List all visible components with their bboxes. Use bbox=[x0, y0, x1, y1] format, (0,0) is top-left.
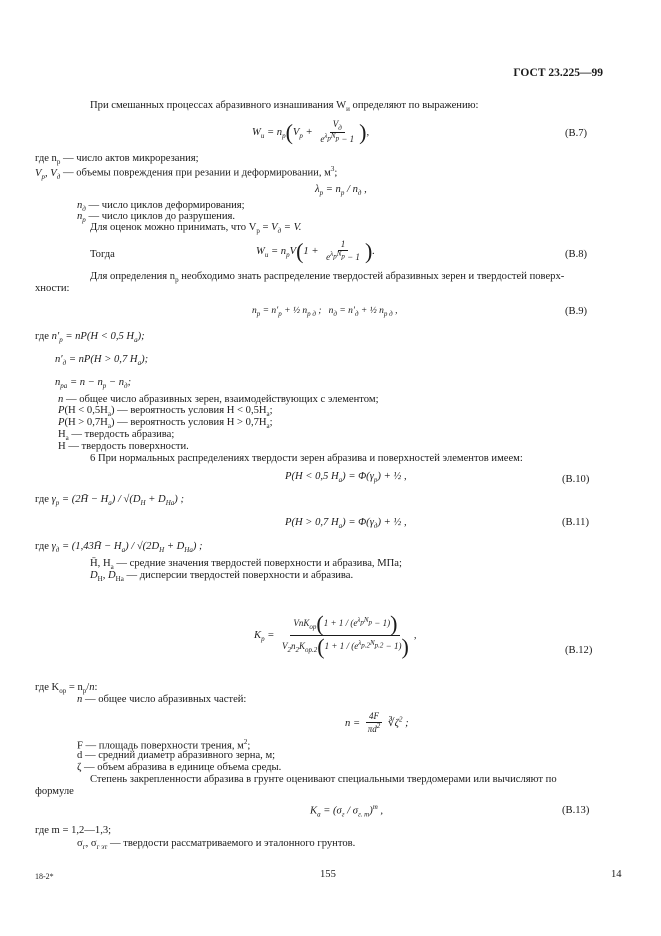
sigma-def: $\sigma_г$, $\sigma_{г эт}$ — твердости рассматриваемого и эталонного грунтов. bbox=[77, 838, 356, 852]
where-np: где $n_р$ — число актов микрорезания; bbox=[35, 153, 199, 167]
standard-header: ГОСТ 23.225—99 bbox=[513, 67, 603, 79]
paragraph-mixed-wear: При смешанных процессах абразивного изнашивания $W_и$ определяют по выражению: bbox=[90, 100, 479, 114]
where-nd: $n_д$ — число циклов деформирования; bbox=[77, 200, 245, 214]
equation-b10: P(H < 0,5 $H_а) = \Phi(\gamma_р)$ + ½ , bbox=[285, 471, 407, 485]
p-lt: $P(H < 0,5H_а)$ — вероятность условия $H < 0,5H_а$; bbox=[58, 405, 273, 419]
define-np: Для определения $n_р$ необходимо знать распределение твердостей абразивных зерен и твердостей поверх- bbox=[90, 271, 565, 285]
equation-b13: $K_а = (\sigma_г / \sigma_{г. т})^m$ , bbox=[310, 803, 384, 819]
estimate-line: Для оценок можно принимать, что $V_р = V_д = V$. bbox=[90, 222, 302, 236]
d-def: d — средний диаметр абразивного зерна, м; bbox=[77, 750, 276, 761]
dispersions: $D_H$, $D_{Hа}$ — дисперсии твердостей поверхности и абразива. bbox=[90, 570, 354, 584]
define-np-cont: хности: bbox=[35, 283, 70, 294]
F-def: F — площадь поверхности трения, $м^2$; bbox=[77, 738, 251, 752]
formula-word: формуле bbox=[35, 786, 74, 797]
m-range: где m = 1,2—1,3; bbox=[35, 825, 112, 836]
paragraph-6: 6 При нормальных распределениях твердости зерен абразива и поверхностей элементов имеем: bbox=[90, 453, 523, 464]
then-label: Тогда bbox=[90, 249, 115, 260]
equation-b9: $n_р = n'_р$ + ½ $n_{р д}$ ; $n_д = n'_д$ + ½ $n_{р д}$ , bbox=[252, 306, 398, 318]
h-means: H̄, $H_а$ — средние значения твердостей поверхности и абразива, МПа; bbox=[90, 558, 402, 572]
equation-number-b7: (В.7) bbox=[565, 128, 588, 139]
where-np2: $n_р$ — число циклов до разрушения. bbox=[77, 211, 236, 225]
equation-b8: $W_и = n_рV(1$ + $\frac{1}{e^{\lambda_рN_р} - 1}$ ). bbox=[256, 238, 375, 264]
where-np-prime: где $n'_р = nP(H < 0,5$ $H_а$); bbox=[35, 331, 145, 345]
gamma-p: где $\gamma_р$ = (2H̄ − $H_а) / √(D_H + D_{Hа})$ ; bbox=[35, 494, 184, 508]
equation-number-b13: (В.13) bbox=[562, 805, 590, 816]
equation-number-b10: (В.10) bbox=[562, 474, 590, 485]
equation-number-b9: (В.9) bbox=[565, 306, 588, 317]
page-number-right: 14 bbox=[611, 869, 622, 880]
equation-number-b8: (В.8) bbox=[565, 249, 588, 260]
gamma-d: где $\gamma_д$ = (1,43H̄ − $H_а) / √(2D_H + D_{Hа})$ ; bbox=[35, 541, 203, 555]
p-gt: $P(H > 0,7H_а)$ — вероятность условия $H > 0,7H_а$; bbox=[58, 417, 273, 431]
where-vp-vd: $V_р$, $V_д$ — объемы повреждения при резании и деформировании, $м^3$; bbox=[35, 165, 338, 181]
equation-b12: $K_р$ = $\frac{VnK_{ор}(1 + 1 / (e^{\lambda_рN_р} - 1))}{V_2n_2K_{ор.2}(1 + 1 / (e^{\lambda_{р.2}N_{р.2}} - 1))}$ , bbox=[254, 611, 417, 659]
equation-b7: $W_и = n_р(V_р$ + $\frac{V_д}{e^{\lambda_рN_р} - 1}$ ), bbox=[252, 119, 370, 145]
kop: где $K_{ор} = n_р/n$: bbox=[35, 682, 98, 696]
degree: Степень закрепленности абразива в грунте оценивают специальными твердомерами или вычисляют по bbox=[90, 774, 557, 785]
n-total: n — общее число абразивных зерен, взаимодействующих с элементом; bbox=[58, 394, 379, 405]
equation-number-b12: (В.12) bbox=[565, 645, 593, 656]
zeta-def: ζ — объем абразива в единице объема среды. bbox=[77, 762, 282, 773]
h: H — твердость поверхности. bbox=[58, 441, 189, 452]
footer-left: 18-2* bbox=[35, 872, 54, 881]
nd-prime: $n'_д = nP(H > 0,7$ $H_а$); bbox=[55, 354, 149, 368]
equation-b11: P(H > 0,7 $H_а) = \Phi(\gamma_д)$ + ½ , bbox=[285, 517, 407, 531]
equation-lambda: $\lambda_р = n_р / n_д$ , bbox=[315, 184, 367, 198]
equation-n: n = $\frac{4F}{\pi d^2}$ $∛\zeta^2$ ; bbox=[345, 711, 409, 734]
n-abrasive: n — общее число абразивных частей: bbox=[77, 694, 247, 705]
page-number-center: 155 bbox=[320, 869, 336, 880]
n-ra: $n_{ра} = n - n_р - n_д$; bbox=[55, 377, 132, 391]
ha: $H_а$ — твердость абразива; bbox=[58, 429, 175, 443]
equation-number-b11: (В.11) bbox=[562, 517, 589, 528]
